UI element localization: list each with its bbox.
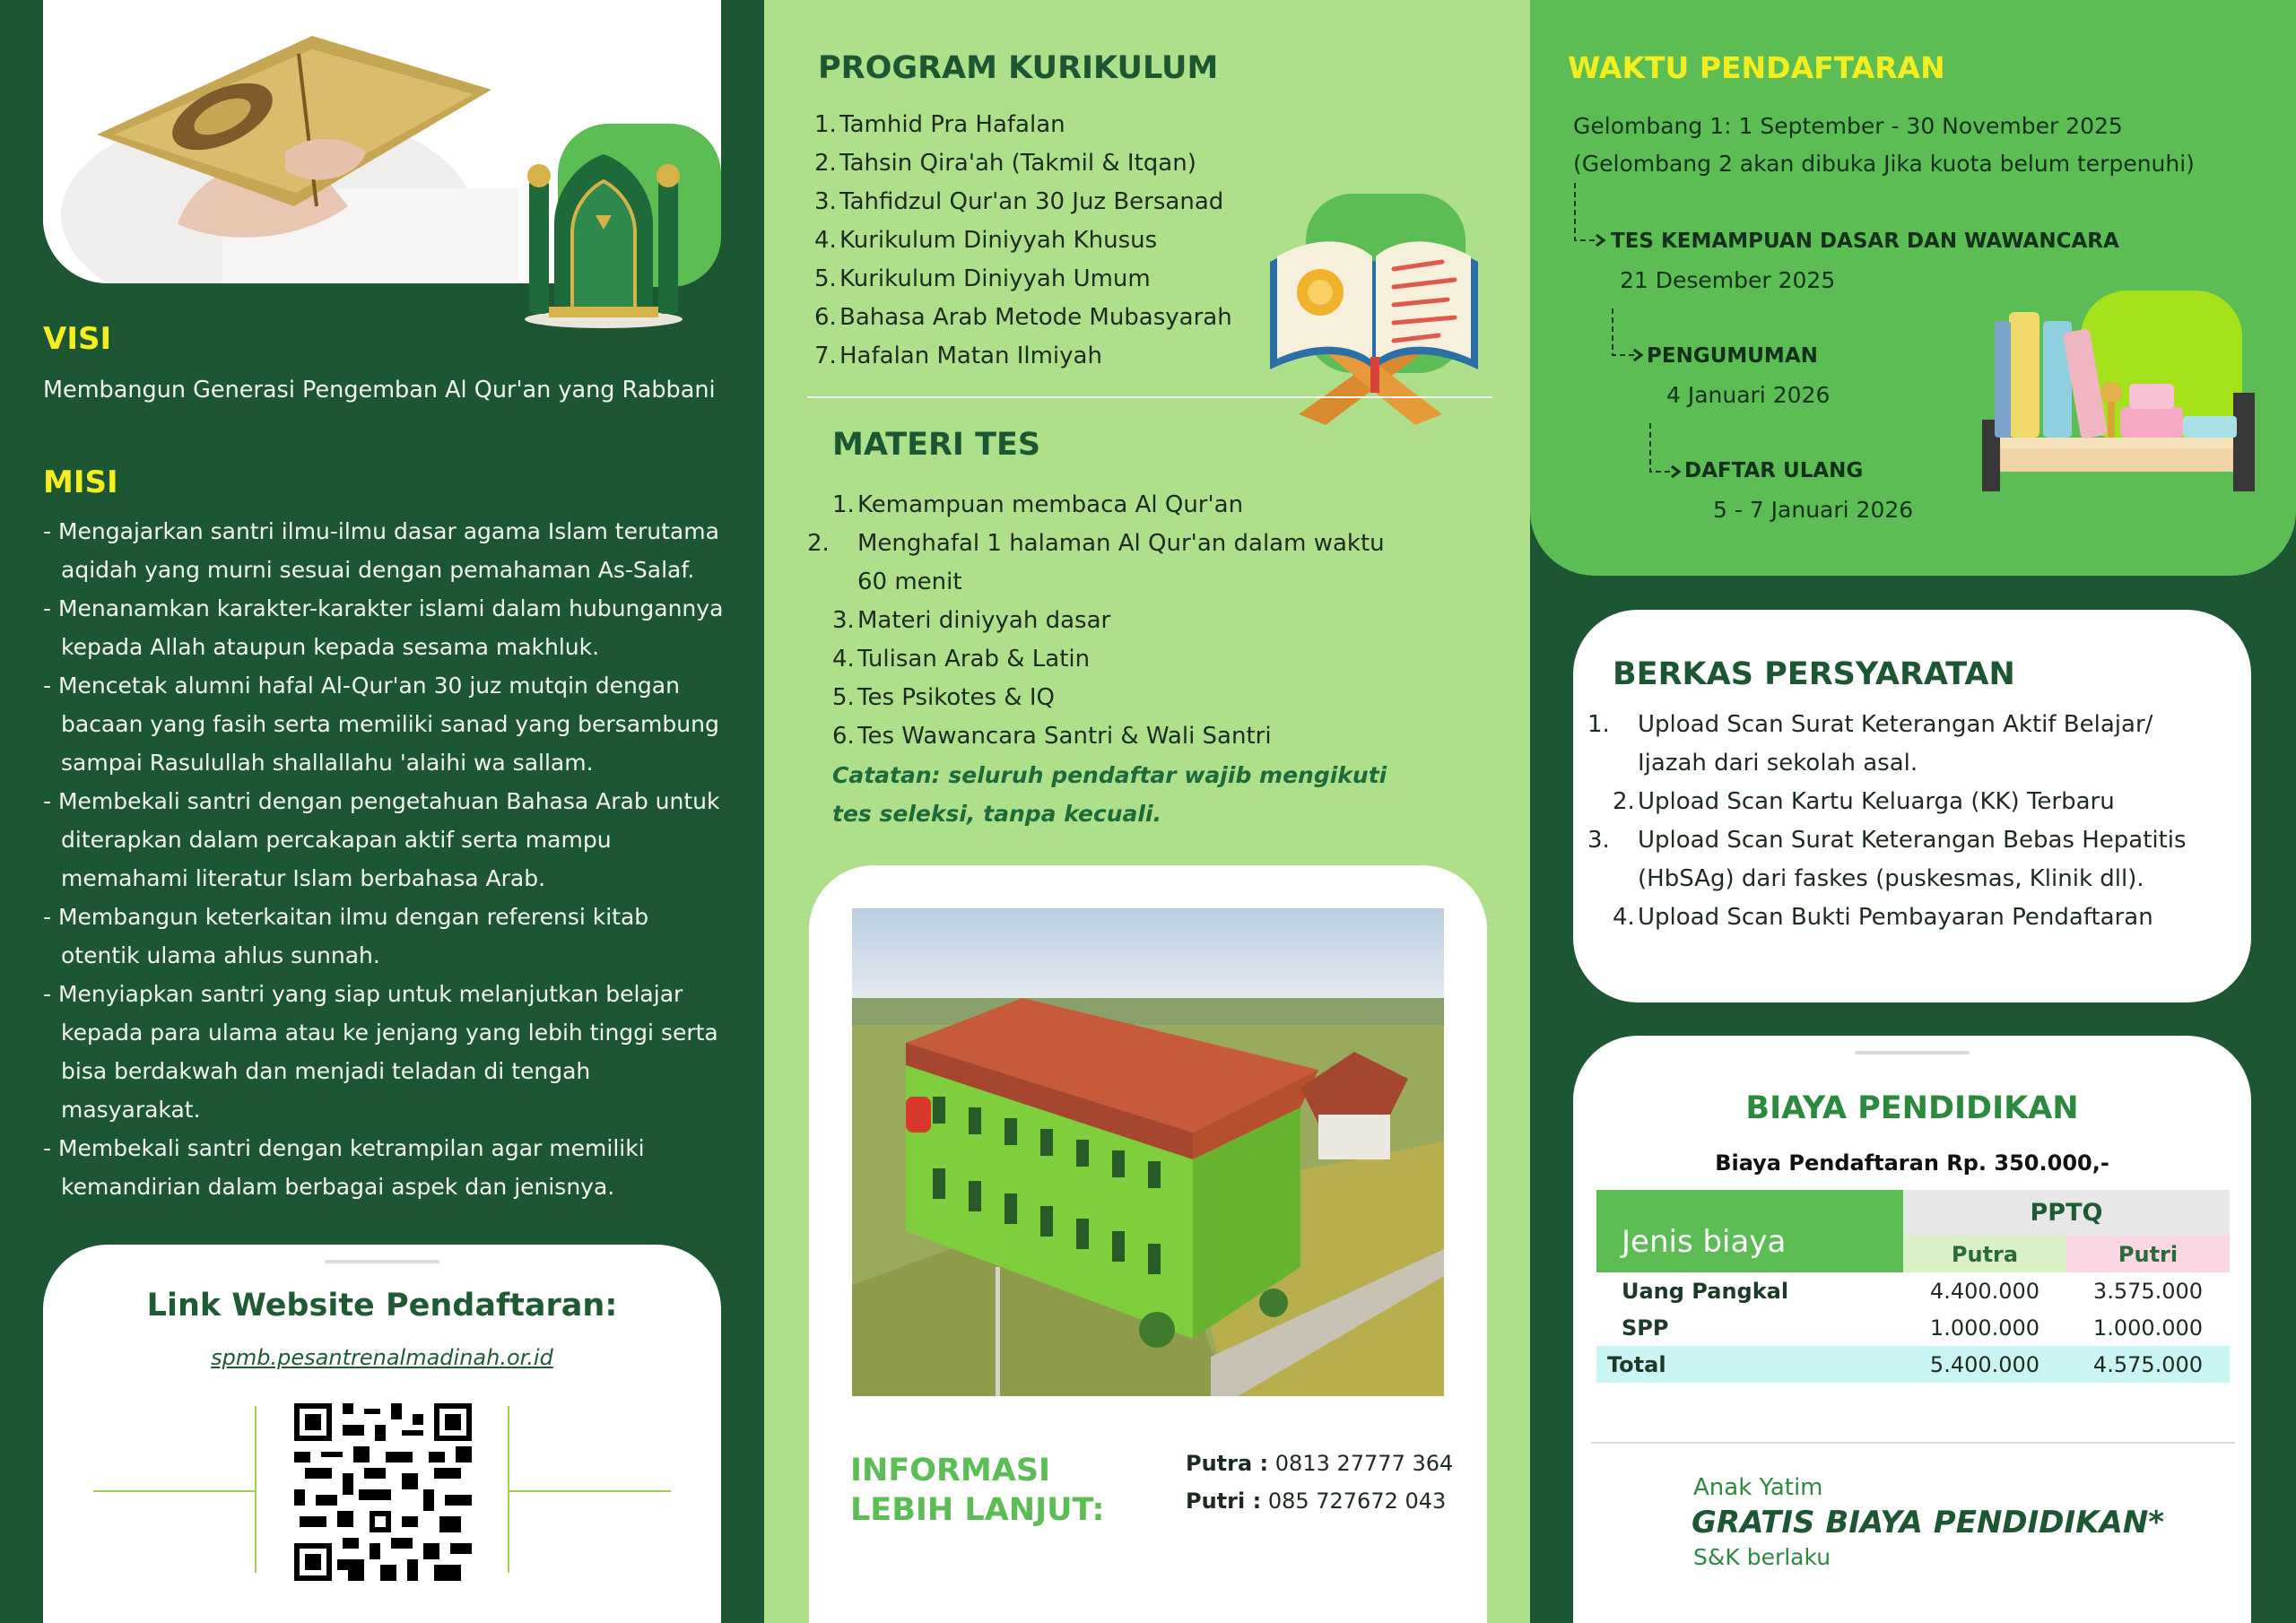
contact-putri[interactable]: Putri : 085 727672 043: [1186, 1488, 1447, 1514]
table-header-putri: Putri: [2066, 1236, 2230, 1272]
yatim-offer: GRATIS BIAYA PENDIDIKAN*: [1692, 1505, 2165, 1541]
misi-item: - Membangun keterkaitan ilmu dengan referensi kitab otentik ulama ahlus sunnah.: [43, 904, 649, 968]
card-handle: [325, 1260, 439, 1263]
misi-title: MISI: [43, 464, 118, 500]
list-item: 2. Tahsin Qira'ah (Takmil & Itqan): [814, 150, 1196, 177]
list-item: 4. Tulisan Arab & Latin: [832, 646, 1091, 673]
table-row: SPP 1.000.000 1.000.000: [1622, 1315, 2204, 1341]
section-divider: [1591, 1442, 2235, 1444]
misi-list: [43, 512, 734, 1206]
misi-item: - Menyiapkan santri yang siap untuk melanjutkan belajar kepada para ulama atau ke jenjang yang lebih tinggi serta bisa berdakwah dan menjadi teladan di tengah masyarakat.: [43, 981, 718, 1123]
visi-text: Membangun Generasi Pengemban Al Qur'an yang Rabbani: [43, 377, 716, 404]
list-item: 1. Upload Scan Surat Keterangan Aktif Belajar/ Ijazah dari sekolah asal.: [1587, 711, 2153, 777]
list-item: 3. Materi diniyyah dasar: [832, 607, 1111, 634]
berkas-title: BERKAS PERSYARATAN: [1613, 656, 2015, 692]
qr-code-icon[interactable]: [294, 1403, 472, 1581]
timeline-connector: [1561, 179, 1704, 484]
table-row: Uang Pangkal 4.400.000 3.575.000: [1622, 1278, 2204, 1304]
kurikulum-list: [814, 106, 1281, 376]
misi-item: - Membekali santri dengan pengetahuan Bahasa Arab untuk diterapkan dalam percakapan aktif serta mampu memahami literatur Islam berbahasa Arab.: [43, 788, 720, 891]
list-item: 5. Kurikulum Diniyyah Umum: [814, 265, 1151, 292]
list-item: 1. Kemampuan membaca Al Qur'an: [832, 491, 1244, 518]
materi-title: MATERI TES: [832, 427, 1041, 463]
website-url-link[interactable]: spmb.pesantrenalmadinah.or.id: [211, 1345, 553, 1370]
materi-note: Catatan: seluruh pendaftar wajib mengikuti tes seleksi, tanpa kecuali.: [832, 762, 1387, 827]
gelombang-2: (Gelombang 2 akan dibuka Jika kuota belum terpenuhi): [1573, 151, 2195, 177]
table-header-putra: Putra: [1903, 1236, 2066, 1272]
step-title: PENGUMUMAN: [1647, 344, 1818, 368]
list-item: 2. Upload Scan Kartu Keluarga (KK) Terbaru: [1613, 788, 2115, 815]
step-title: DAFTAR ULANG: [1684, 459, 1864, 482]
visi-title: VISI: [43, 321, 112, 357]
table-header-pptq: PPTQ: [1903, 1190, 2230, 1236]
list-item: 2. Menghafal 1 halaman Al Qur'an dalam waktu 60 menit: [807, 530, 1385, 595]
waktu-title: WAKTU PENDAFTARAN: [1568, 50, 1945, 85]
misi-item: - Membekali santri dengan ketrampilan agar memiliki kemandirian dalam berbagai aspek dan jenisnya.: [43, 1135, 645, 1200]
step-date: 21 Desember 2025: [1620, 267, 1836, 293]
card-handle: [1855, 1051, 1970, 1055]
list-item: 7. Hafalan Matan Ilmiyah: [814, 343, 1102, 369]
yatim-label: Anak Yatim: [1693, 1474, 1823, 1501]
list-item: 4. Upload Scan Bukti Pembayaran Pendaftaran: [1613, 904, 2153, 931]
bookshelf-icon: [1977, 285, 2262, 500]
mosque-gate-icon: [509, 143, 698, 332]
divider-line: [255, 1406, 257, 1573]
school-building-photo: [852, 908, 1444, 1396]
fee-table: [1596, 1190, 2230, 1383]
list-item: 6. Tes Wawancara Santri & Wali Santri: [832, 723, 1272, 750]
materi-list: [807, 486, 1406, 756]
berkas-list: [1587, 706, 2205, 937]
list-item: 3. Tahfidzul Qur'an 30 Juz Bersanad: [814, 188, 1224, 215]
divider-line: [509, 1490, 671, 1492]
informasi-title: INFORMASI LEBIH LANJUT:: [850, 1453, 1105, 1528]
divider-line: [93, 1490, 255, 1492]
list-item: 6. Bahasa Arab Metode Mubasyarah: [814, 304, 1232, 331]
list-item: 3. Upload Scan Surat Keterangan Bebas Hepatitis (HbSAg) dari faskes (puskesmas, Klinik dll).: [1587, 827, 2187, 892]
misi-item: - Menanamkan karakter-karakter islami dalam hubungannya kepada Allah ataupun kepada sesama makhluk.: [43, 595, 724, 660]
contact-putra[interactable]: Putra : 0813 27777 364: [1186, 1451, 1454, 1476]
list-item: 5. Tes Psikotes & IQ: [832, 684, 1055, 711]
misi-item: - Mengajarkan santri ilmu-ilmu dasar agama Islam terutama aqidah yang murni sesuai dengan pemahaman As-Salaf.: [43, 518, 719, 583]
section-divider: [807, 396, 1492, 398]
step-date: 5 - 7 Januari 2026: [1713, 497, 1914, 523]
website-title: Link Website Pendaftaran:: [146, 1288, 618, 1324]
step-date: 4 Januari 2026: [1666, 382, 1831, 408]
list-item: 1. Tamhid Pra Hafalan: [814, 111, 1065, 138]
table-row-total: Total 5.400.000 4.575.000: [1596, 1346, 2230, 1383]
divider-line: [508, 1406, 509, 1573]
kurikulum-title: PROGRAM KURIKULUM: [818, 50, 1219, 86]
gelombang-1: Gelombang 1: 1 September - 30 November 2025: [1573, 113, 2123, 139]
table-header-jenis: Jenis biaya: [1596, 1190, 1903, 1272]
biaya-pendaftaran: Biaya Pendaftaran Rp. 350.000,-: [1715, 1150, 2109, 1176]
step-title: TES KEMAMPUAN DASAR DAN WAWANCARA: [1611, 230, 2119, 253]
biaya-title: BIAYA PENDIDIKAN: [1745, 1090, 2079, 1126]
misi-item: - Mencetak alumni hafal Al-Qur'an 30 juz mutqin dengan bacaan yang fasih serta memiliki sanad yang bersambung sampai Rasulullah shallallahu 'alaihi wa sallam.: [43, 673, 719, 776]
list-item: 4. Kurikulum Diniyyah Khusus: [814, 227, 1158, 254]
yatim-terms: S&K berlaku: [1693, 1544, 1831, 1570]
